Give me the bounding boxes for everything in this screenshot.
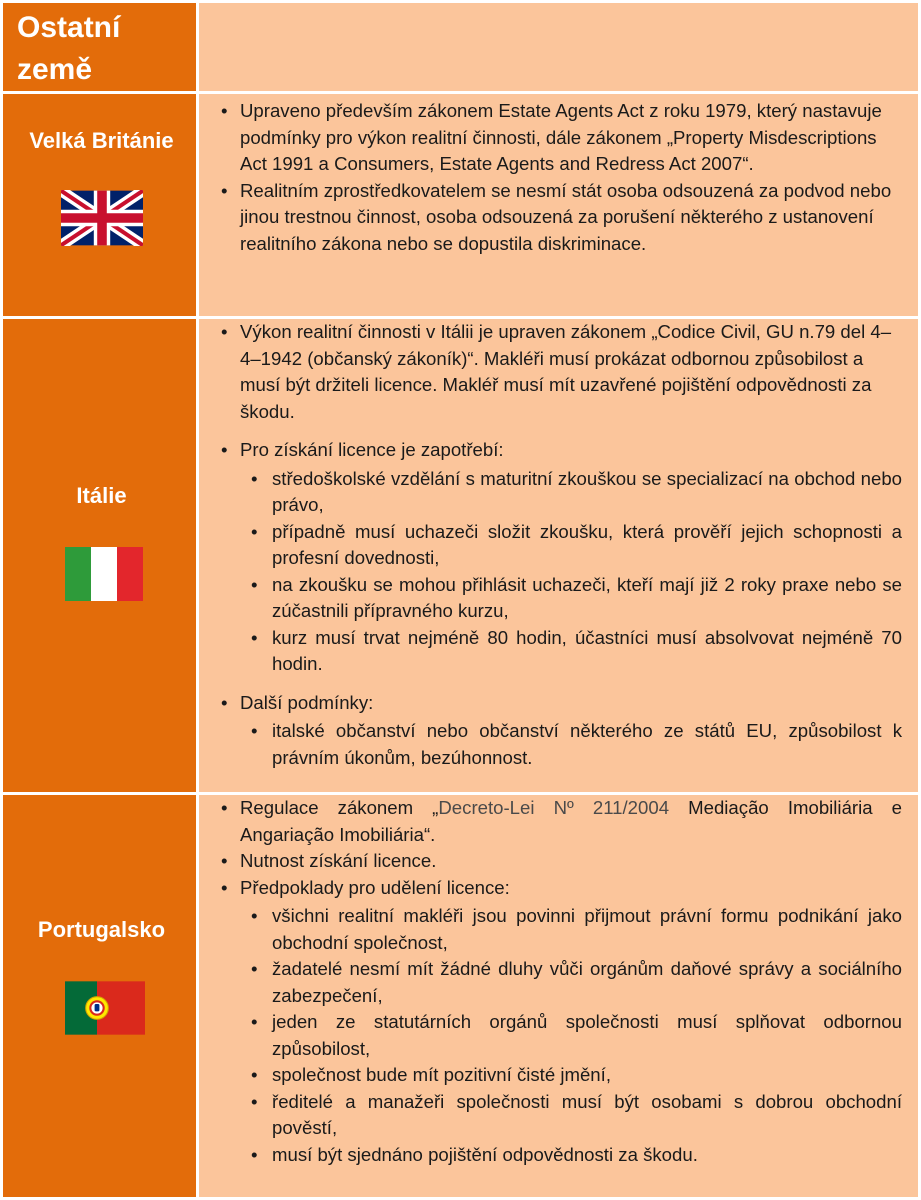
uk-bullet-list bbox=[212, 98, 902, 257]
uk-left-cell bbox=[3, 94, 196, 316]
sub-list-item: • případně musí uchazeči složit zkoušku, která prověří jejich schopnosti a profesní dovednosti, bbox=[240, 519, 902, 572]
italy-flag-icon bbox=[65, 547, 143, 601]
portugal-flag-icon bbox=[65, 981, 145, 1035]
portugal-bullet-list bbox=[212, 795, 902, 1168]
sub-list-item: • žadatelé nesmí mít žádné dluhy vůči orgánům daňové správy a sociálního zabezpečení, bbox=[240, 956, 902, 1009]
portugal-left-cell bbox=[3, 795, 196, 1197]
header-right-cell bbox=[199, 3, 918, 91]
sub-list-item: • ředitelé a manažeři společnosti musí být osobami s dobrou obchodní pověstí, bbox=[240, 1089, 902, 1142]
list-item-text: Mediação Imobiliária e Angariação Imobiliária“. bbox=[240, 797, 902, 845]
sub-list-item: • italské občanství nebo občanství některého ze států EU, způsobilost k právním úkonům, bezúhonnost. bbox=[240, 718, 902, 771]
sub-list-item: • musí být sjednáno pojištění odpovědnosti za škodu. bbox=[240, 1142, 902, 1169]
list-item: • Upraveno především zákonem Estate Agents Act z roku 1979, který nastavuje podmínky pro výkon realitní činnosti, dále zákonem „Property Misdescriptions Act 1991 a Consumers, Estate Agents and Redress Act 2007“. bbox=[212, 98, 902, 178]
sub-list-item: • společnost bude mít pozitivní čisté jmění, bbox=[240, 1062, 902, 1089]
list-item bbox=[212, 437, 902, 678]
header-title: Ostatní země bbox=[17, 11, 121, 86]
sub-list-item: • středoškolské vzdělání s maturitní zkouškou se specializací na obchod nebo právo, bbox=[240, 466, 902, 519]
country-name-portugal: Portugalsko bbox=[37, 917, 166, 942]
sub-list-item: • všichni realitní makléři jsou povinni přijmout právní formu podnikání jako obchodní společnost, bbox=[240, 903, 902, 956]
portugal-license-sublist bbox=[240, 903, 902, 1168]
list-item: • Výkon realitní činnosti v Itálii je upraven zákonem „Codice Civil, GU n.79 del 4–4–1942 (občanský zákoník)“. Makléři musí prokázat odbornou způsobilost a musí být držiteli licence. Makléř musí mít uzavřené pojištění odpovědnosti za škodu. bbox=[212, 319, 902, 425]
list-item-text: Další podmínky: bbox=[240, 691, 374, 713]
uk-right-cell bbox=[199, 94, 918, 316]
list-item-text: Předpoklady pro udělení licence: bbox=[240, 876, 510, 898]
italy-bullet-list bbox=[212, 319, 902, 771]
list-item-text: Pro získání licence je zapotřebí: bbox=[240, 439, 504, 460]
list-item: • Nutnost získání licence. bbox=[212, 848, 902, 875]
italy-right-cell bbox=[199, 319, 918, 792]
sub-list-item: • kurz musí trvat nejméně 80 hodin, účastníci musí absolvovat nejméně 70 hodin. bbox=[240, 625, 902, 678]
sub-list-item: • na zkoušku se mohou přihlásit uchazeči, kteří mají již 2 roky praxe nebo se zúčastnili přípravného kurzu, bbox=[240, 572, 902, 625]
sub-list-item: • jeden ze statutárních orgánů společnosti musí splňovat odbornou způsobilost, bbox=[240, 1009, 902, 1062]
italy-left-cell bbox=[3, 319, 196, 792]
list-item bbox=[212, 875, 902, 1169]
law-reference: Decreto-Lei Nº 211/2004 bbox=[438, 797, 670, 818]
list-item: • Realitním zprostředkovatelem se nesmí stát osoba odsouzená za podvod nebo jinou trestnou činnost, osoba odsouzená za porušení některého z ustanovení realitního zákona nebo se dopustila diskriminace. bbox=[212, 178, 902, 258]
country-name-italy: Itálie bbox=[76, 483, 127, 508]
uk-flag-icon bbox=[61, 190, 143, 246]
country-name-uk: Velká Británie bbox=[29, 128, 174, 153]
list-item bbox=[212, 795, 902, 848]
list-item-text: Regulace zákonem „ bbox=[240, 797, 439, 818]
list-item bbox=[212, 690, 902, 772]
italy-license-sublist bbox=[240, 466, 902, 678]
header-left-cell bbox=[3, 3, 196, 91]
italy-other-sublist bbox=[240, 718, 902, 771]
portugal-right-cell bbox=[199, 795, 918, 1197]
